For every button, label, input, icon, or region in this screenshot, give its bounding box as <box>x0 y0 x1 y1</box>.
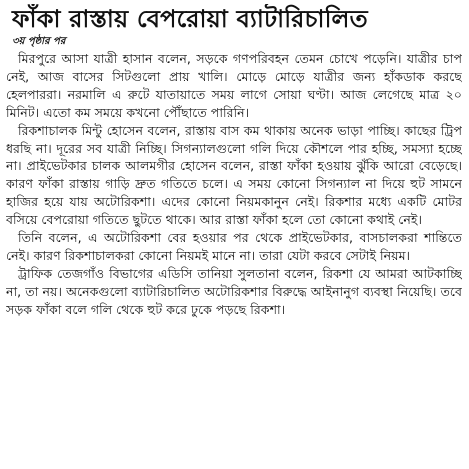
article-headline: ফাঁকা রাস্তায় বেপরোয়া ব্যাটারিচালিত <box>12 5 368 33</box>
article-paragraph: মিরপুরে আসা যাত্রী হাসান বলেন, সড়কে গণপরিবহন তেমন চোখে পড়েনি। যাত্রীর চাপ নেই, আজ বাসের সিটগুলো প্রায় খালি। মোড়ে মোড়ে যাত্রীর জন্য হাঁকডাক করছে হেলপাররা। নরমালি এ রুটে যাতায়াতে সময় লাগে সোয়া ঘণ্টা। আজ লেগেছে মাত্র ২০ মিনিট। এতো কম সময়ে কখনো পৌঁছাতে পারিনি। <box>6 51 462 120</box>
continued-from-label: ৩য় পৃষ্ঠার পর <box>12 36 66 47</box>
article-paragraph: রিকশাচালক মিন্টু হোসেন বলেন, রাস্তায় বাস কম থাকায় অনেক ভাড়া পাচ্ছি। কাছের ট্রিপ ধরছি না। দূরের সব যাত্রী নিচ্ছি। সিগন্যালগুলো গলি দিয়ে কৌশলে পার হচ্ছি, সমস্যা হচ্ছে না। প্রাইভেটকার চালক আলমগীর হোসেন বলেন, রাস্তা ফাঁকা হওয়ায় ঝুঁকি আরো বেড়েছে। কারণ ফাঁকা রাস্তায় গাড়ি দ্রুত গতিতে চলে। এ সময় কোনো সিগন্যাল না দিয়ে হুট সামনে হাজির হয়ে যায় অটোরিকশা। এদের কোনো নিয়মকানুন নেই। রিকশার মধ্যে একটি মোটর বসিয়ে বেপরোয়া গতিতে ছুটতে থাকে। আর রাস্তা ফাঁকা হলে তো কোনো কথাই নেই। <box>6 122 462 228</box>
article-body <box>6 50 462 319</box>
article-paragraph: তিনি বলেন, এ অটোরিকশা বের হওয়ার পর থেকে প্রাইভেটকার, বাসচালকরা শান্তিতে নেই। কারণ রিকশাচালকরা কোনো নিয়মই মানে না। তারা যেটা করবে সেটাই নিয়ম। <box>6 230 462 263</box>
article-paragraph: ট্রাফিক তেজগাঁও বিভাগের এডিসি তানিয়া সুলতানা বলেন, রিকশা যে আমরা আটকাচ্ছি না, তা নয়। অনেকগুলো ব্যাটারিচালিত অটোরিকশার বিরুদ্ধে আইনানুগ ব্যবস্থা নিয়েছি। তবে সড়ক ফাঁকা বলে গলি থেকে হুট করে ঢুকে পড়ছে রিকশা। <box>6 265 462 317</box>
news-article <box>6 4 462 465</box>
